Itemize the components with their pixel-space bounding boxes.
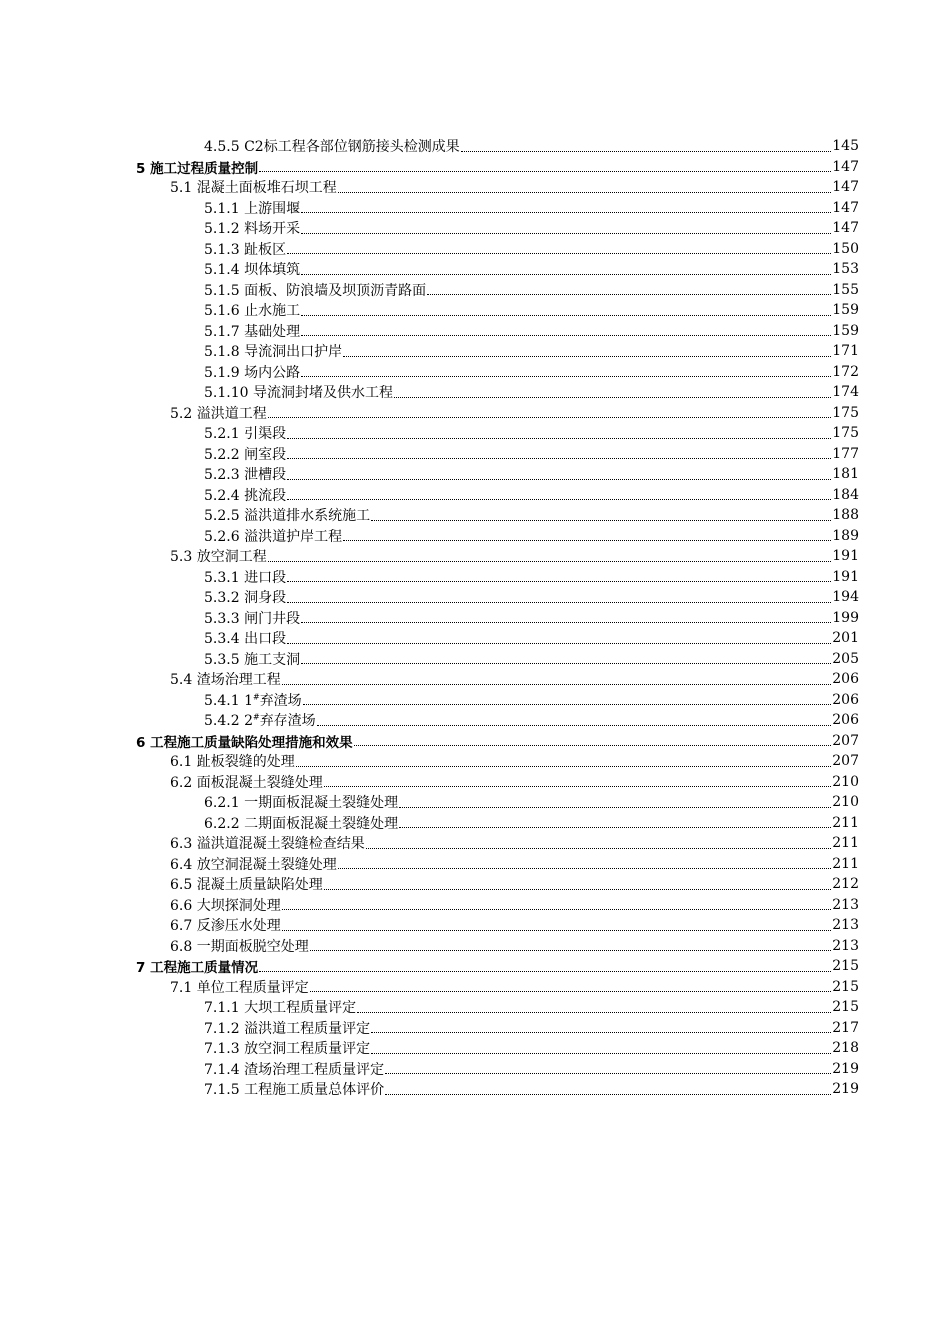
toc-entry-page-number: 147 (832, 179, 859, 196)
toc-entry-title-text: 6.2 面板混凝土裂缝处理 (170, 774, 323, 791)
dot-leader (324, 888, 832, 890)
toc-entry-title (204, 1079, 384, 1099)
dot-leader (303, 703, 832, 705)
toc-entry-title (204, 587, 286, 607)
toc-entry[interactable] (0, 854, 950, 875)
toc-entry[interactable] (0, 1079, 950, 1100)
toc-entry-title-text: 7.1.4 渣场治理工程质量评定 (204, 1061, 385, 1078)
dot-leader (399, 826, 831, 828)
dot-leader (427, 293, 831, 295)
dot-leader (461, 150, 832, 152)
toc-entry-title (204, 792, 398, 812)
toc-entry-title-suffix: 弃存渣场 (259, 713, 316, 730)
toc-entry-page-number: 147 (832, 158, 859, 175)
dot-leader (287, 642, 831, 644)
toc-entry-page-number: 212 (832, 876, 859, 893)
dot-leader (268, 416, 832, 418)
toc-entry[interactable] (0, 833, 950, 854)
toc-entry-title-text: 5.4 渣场治理工程 (170, 672, 281, 689)
toc-entry-title-text: 7.1.5 工程施工质量总体评价 (204, 1082, 385, 1099)
toc-entry[interactable] (0, 977, 950, 998)
toc-entry-title-text: 5.2 溢洪道工程 (170, 405, 267, 422)
toc-entry-page-number: 184 (832, 486, 859, 503)
toc-entry-page-number: 147 (832, 220, 859, 237)
dot-leader (394, 396, 831, 398)
toc-entry-page-number: 189 (832, 527, 859, 544)
toc-entry-title-text: 5.2.5 溢洪道排水系统施工 (204, 508, 371, 525)
toc-entry-page-number: 159 (832, 302, 859, 319)
toc-entry-page-number: 211 (832, 835, 859, 852)
toc-entry[interactable] (0, 772, 950, 793)
toc-entry-title-text: 5.3.3 闸门井段 (204, 610, 301, 627)
toc-entry-page-number: 206 (832, 712, 859, 729)
toc-entry[interactable] (0, 1038, 950, 1059)
toc-entry-title-text: 7.1.2 溢洪道工程质量评定 (204, 1020, 371, 1037)
dot-leader (301, 232, 831, 234)
toc-entry-title (204, 1038, 370, 1058)
toc-entry-page-number: 147 (832, 199, 859, 216)
dot-leader (301, 273, 831, 275)
toc-entry[interactable] (0, 382, 950, 403)
toc-entry-page-number: 218 (832, 1040, 859, 1057)
toc-entry[interactable] (0, 259, 950, 280)
toc-entry-title (170, 936, 309, 956)
toc-entry[interactable] (0, 341, 950, 362)
toc-entry[interactable] (0, 915, 950, 936)
toc-entry-page-number: 215 (832, 958, 859, 975)
toc-entry-page-number: 213 (832, 937, 859, 954)
toc-entry-title (204, 444, 286, 464)
toc-entry-title-text: 5.4.1 1 (204, 692, 253, 709)
dot-leader (268, 560, 832, 562)
toc-entry-title-text: 6.2.2 二期面板混凝土裂缝处理 (204, 815, 399, 832)
dot-leader (371, 1031, 831, 1033)
toc-entry-title-text: 5.1.3 趾板区 (204, 241, 287, 258)
toc-entry-title (136, 956, 258, 976)
toc-entry-title (204, 382, 393, 402)
toc-entry-title-text: 5.2.6 溢洪道护岸工程 (204, 528, 343, 545)
toc-entry-page-number: 219 (832, 1081, 859, 1098)
toc-entry-title-text: 7.1.3 放空洞工程质量评定 (204, 1041, 371, 1058)
dot-leader (317, 724, 832, 726)
dot-leader (259, 170, 831, 172)
toc-entry-title-text: 5.1.9 场内公路 (204, 364, 301, 381)
toc-entry-title (170, 874, 323, 894)
dot-leader (301, 375, 831, 377)
dot-leader (287, 580, 831, 582)
toc-entry-page-number: 175 (832, 404, 859, 421)
toc-entry-title-text: 6.5 混凝土质量缺陷处理 (170, 877, 323, 894)
toc-entry-title (204, 341, 342, 361)
toc-entry[interactable] (0, 157, 950, 178)
toc-entry-title (204, 628, 286, 648)
toc-entry-title-text: 4.5.5 C2标工程各部位钢筋接头检测成果 (204, 139, 460, 156)
toc-entry-title (204, 710, 316, 730)
toc-entry-title-suffix: 弃渣场 (259, 692, 302, 709)
toc-entry-title (204, 1059, 384, 1079)
toc-entry-title (204, 300, 300, 320)
toc-entry-title (136, 157, 258, 177)
dot-leader (354, 744, 832, 746)
toc-entry-title (204, 997, 356, 1017)
toc-entry-page-number: 210 (832, 773, 859, 790)
dot-leader (287, 457, 831, 459)
toc-entry-title-text: 5.1.2 料场开采 (204, 221, 301, 238)
toc-entry[interactable] (0, 608, 950, 629)
toc-entry-page-number: 213 (832, 896, 859, 913)
dot-leader (282, 683, 832, 685)
toc-entry-title-text: 7.1.1 大坝工程质量评定 (204, 1000, 357, 1017)
toc-entry-superscript: # (252, 712, 260, 722)
toc-entry-page-number: 159 (832, 322, 859, 339)
dot-leader (296, 765, 832, 767)
toc-entry[interactable] (0, 690, 950, 711)
toc-entry[interactable] (0, 464, 950, 485)
toc-entry-page-number: 175 (832, 425, 859, 442)
dot-leader (343, 355, 831, 357)
toc-entry-title-text: 5.4.2 2 (204, 713, 253, 730)
toc-entry-page-number: 206 (832, 671, 859, 688)
toc-entry-title (170, 772, 323, 792)
toc-entry[interactable] (0, 731, 950, 752)
toc-entry-title-text: 6.2.1 一期面板混凝土裂缝处理 (204, 795, 399, 812)
dot-leader (287, 498, 831, 500)
dot-leader (301, 621, 831, 623)
toc-entry-title (136, 731, 353, 751)
toc-entry-page-number: 210 (832, 794, 859, 811)
toc-entry-title (204, 649, 300, 669)
toc-entry[interactable] (0, 813, 950, 834)
toc-entry-title-text: 7 工程施工质量情况 (136, 960, 259, 977)
dot-leader (371, 519, 831, 521)
dot-leader (287, 252, 831, 254)
toc-entry-title-text: 6.3 溢洪道混凝土裂缝检查结果 (170, 836, 365, 853)
dot-leader (282, 908, 832, 910)
toc-entry-page-number: 211 (832, 814, 859, 831)
dot-leader (301, 314, 831, 316)
toc-entry[interactable] (0, 177, 950, 198)
toc-entry[interactable] (0, 792, 950, 813)
toc-entry-title (204, 423, 286, 443)
toc-entry[interactable] (0, 997, 950, 1018)
toc-entry-title (204, 362, 300, 382)
toc-entry-title-text: 5.1.6 止水施工 (204, 303, 301, 320)
toc-entry-title (170, 915, 281, 935)
table-of-contents (0, 136, 950, 1100)
toc-entry-title-text: 5.1.5 面板、防浪墙及坝顶沥青路面 (204, 282, 427, 299)
toc-entry[interactable] (0, 485, 950, 506)
dot-leader (310, 990, 832, 992)
toc-entry[interactable] (0, 423, 950, 444)
dot-leader (301, 334, 831, 336)
toc-entry-title (204, 813, 398, 833)
toc-entry-title-text: 5.1.7 基础处理 (204, 323, 301, 340)
toc-entry-title (170, 546, 267, 566)
toc-entry-page-number: 207 (832, 732, 859, 749)
toc-entry[interactable] (0, 505, 950, 526)
toc-entry-title-text: 5.2.3 泄槽段 (204, 467, 287, 484)
dot-leader (287, 437, 831, 439)
toc-entry-title-text: 5.3.5 施工支洞 (204, 651, 301, 668)
toc-entry-page-number: 191 (832, 568, 859, 585)
toc-entry-page-number: 150 (832, 240, 859, 257)
toc-entry-page-number: 211 (832, 855, 859, 872)
toc-entry-title-text: 7.1 单位工程质量评定 (170, 979, 309, 996)
toc-entry[interactable] (0, 567, 950, 588)
toc-entry-title-text: 5.1.4 坝体填筑 (204, 262, 301, 279)
dot-leader (366, 847, 832, 849)
dot-leader (399, 806, 831, 808)
toc-entry-title (170, 854, 337, 874)
toc-entry-page-number: 215 (832, 999, 859, 1016)
toc-entry-title (170, 669, 281, 689)
toc-entry[interactable] (0, 628, 950, 649)
toc-entry-page-number: 174 (832, 384, 859, 401)
toc-entry[interactable] (0, 587, 950, 608)
toc-entry[interactable] (0, 239, 950, 260)
toc-entry-title-text: 6.7 反渗压水处理 (170, 918, 281, 935)
toc-entry-page-number: 194 (832, 589, 859, 606)
toc-entry-title-text: 5.3.1 进口段 (204, 569, 287, 586)
dot-leader (259, 970, 831, 972)
toc-entry[interactable] (0, 710, 950, 731)
toc-entry-title (204, 259, 300, 279)
toc-entry-title (204, 464, 286, 484)
toc-entry-page-number: 177 (832, 445, 859, 462)
toc-entry[interactable] (0, 321, 950, 342)
toc-entry[interactable] (0, 1059, 950, 1080)
toc-entry-title (204, 136, 460, 156)
toc-entry[interactable] (0, 280, 950, 301)
toc-entry-page-number: 155 (832, 281, 859, 298)
toc-entry-title-text: 6.6 大坝探洞处理 (170, 897, 281, 914)
toc-entry-title-text: 5.3.4 出口段 (204, 631, 287, 648)
toc-entry[interactable] (0, 362, 950, 383)
toc-entry-page-number: 145 (832, 138, 859, 155)
toc-entry-title-text: 6.8 一期面板脱空处理 (170, 938, 309, 955)
toc-entry-page-number: 205 (832, 650, 859, 667)
toc-entry-title (204, 1018, 370, 1038)
toc-entry-title-text: 6.1 趾板裂缝的处理 (170, 754, 295, 771)
toc-entry-superscript: # (252, 692, 260, 702)
dot-leader (324, 785, 832, 787)
toc-entry-page-number: 215 (832, 978, 859, 995)
toc-entry-title-text: 6.4 放空洞混凝土裂缝处理 (170, 856, 337, 873)
toc-entry-title (204, 567, 286, 587)
dot-leader (343, 539, 831, 541)
toc-entry[interactable] (0, 526, 950, 547)
toc-entry-page-number: 188 (832, 507, 859, 524)
toc-entry-title (170, 403, 267, 423)
dot-leader (301, 211, 831, 213)
toc-entry-title (204, 321, 300, 341)
dot-leader (287, 601, 831, 603)
toc-entry-title (170, 833, 365, 853)
toc-entry[interactable] (0, 218, 950, 239)
toc-entry-page-number: 201 (832, 630, 859, 647)
toc-entry[interactable] (0, 403, 950, 424)
toc-entry-page-number: 153 (832, 261, 859, 278)
toc-entry[interactable] (0, 1018, 950, 1039)
toc-entry[interactable] (0, 936, 950, 957)
toc-entry[interactable] (0, 956, 950, 977)
toc-entry-title (170, 977, 309, 997)
toc-entry-title-text: 5.2.2 闸室段 (204, 446, 287, 463)
toc-entry-title (170, 895, 281, 915)
toc-entry-title (204, 239, 286, 259)
toc-entry-page-number: 217 (832, 1019, 859, 1036)
toc-entry-title-text: 5 施工过程质量控制 (136, 160, 259, 177)
toc-entry-page-number: 199 (832, 609, 859, 626)
toc-entry[interactable] (0, 198, 950, 219)
dot-leader (287, 478, 831, 480)
dot-leader (282, 929, 832, 931)
toc-entry-title-text: 5.2.1 引渠段 (204, 426, 287, 443)
toc-entry-page-number: 207 (832, 753, 859, 770)
toc-entry[interactable] (0, 669, 950, 690)
toc-entry-title-text: 5.1.1 上游围堰 (204, 200, 301, 217)
toc-entry-title (170, 177, 337, 197)
dot-leader (338, 867, 832, 869)
toc-entry-title-text: 5.3 放空洞工程 (170, 549, 267, 566)
dot-leader (357, 1011, 831, 1013)
toc-entry-title (204, 280, 426, 300)
toc-entry-title-text: 5.3.2 洞身段 (204, 590, 287, 607)
toc-entry-title (204, 608, 300, 628)
toc-entry-page-number: 181 (832, 466, 859, 483)
toc-entry[interactable] (0, 300, 950, 321)
toc-entry-title (204, 485, 286, 505)
toc-entry-title (204, 690, 302, 710)
toc-entry-page-number: 171 (832, 343, 859, 360)
toc-entry-title (204, 218, 300, 238)
dot-leader (338, 191, 832, 193)
toc-entry-page-number: 191 (832, 548, 859, 565)
dot-leader (301, 662, 831, 664)
toc-entry-title-text: 5.1 混凝土面板堆石坝工程 (170, 180, 337, 197)
dot-leader (385, 1072, 831, 1074)
toc-entry-page-number: 206 (832, 691, 859, 708)
toc-entry-title-text: 5.2.4 挑流段 (204, 487, 287, 504)
toc-entry[interactable] (0, 751, 950, 772)
toc-entry-title-text: 6 工程施工质量缺陷处理措施和效果 (136, 734, 353, 751)
toc-entry[interactable] (0, 874, 950, 895)
toc-entry[interactable] (0, 444, 950, 465)
toc-entry[interactable] (0, 136, 950, 157)
dot-leader (371, 1052, 831, 1054)
toc-entry-title-text: 5.1.8 导流洞出口护岸 (204, 344, 343, 361)
toc-entry-title-text: 5.1.10 导流洞封堵及供水工程 (204, 385, 393, 402)
toc-entry[interactable] (0, 546, 950, 567)
toc-entry-title (170, 751, 295, 771)
toc-entry-title (204, 505, 370, 525)
toc-entry-title (204, 198, 300, 218)
toc-entry-page-number: 219 (832, 1060, 859, 1077)
toc-entry[interactable] (0, 649, 950, 670)
toc-entry-title (204, 526, 342, 546)
dot-leader (310, 949, 832, 951)
toc-entry[interactable] (0, 895, 950, 916)
toc-entry-page-number: 213 (832, 917, 859, 934)
dot-leader (385, 1093, 831, 1095)
toc-entry-page-number: 172 (832, 363, 859, 380)
